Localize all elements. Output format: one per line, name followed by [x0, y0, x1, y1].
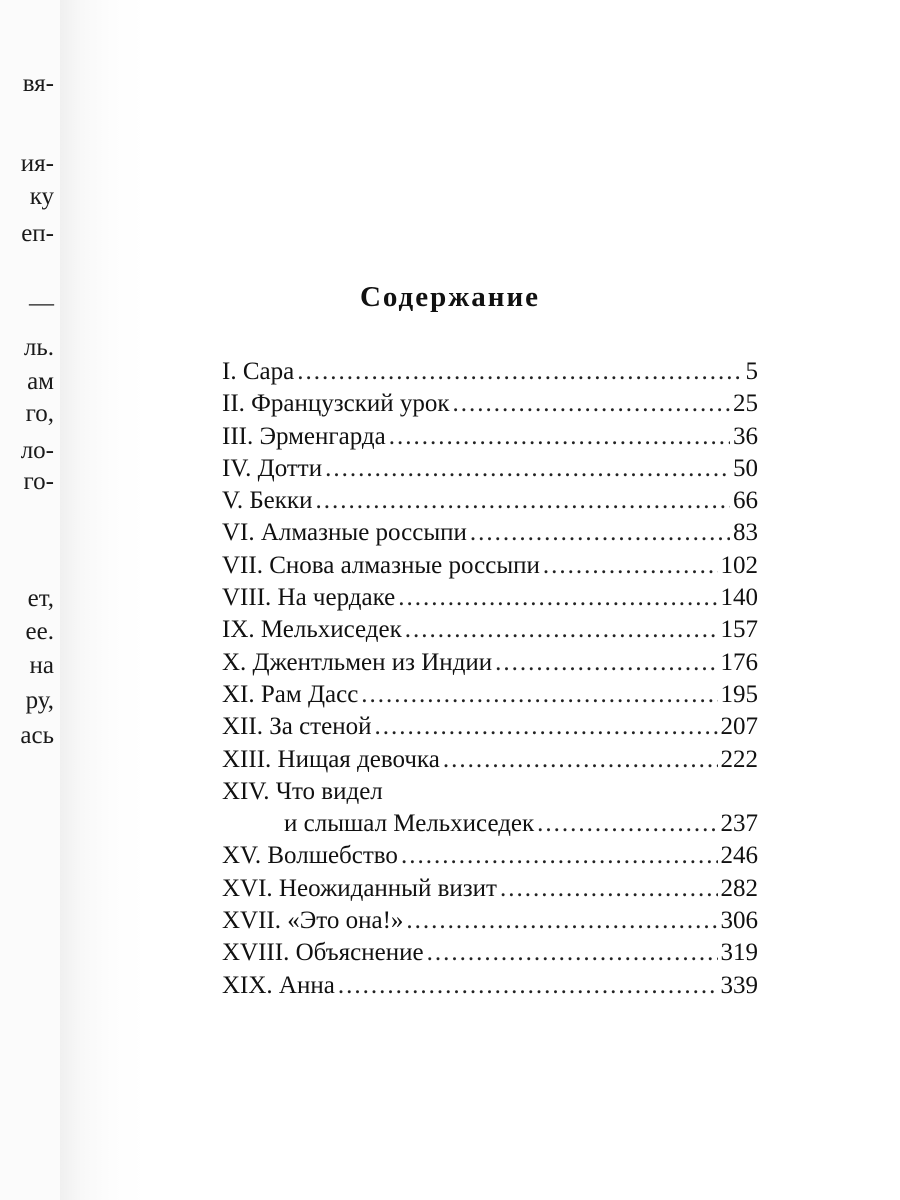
- toc-entry-title: IX. Мельхиседек: [222, 616, 402, 644]
- left-page-text-fragment: ам: [27, 368, 54, 395]
- toc-entry: [222, 550, 758, 582]
- toc-entry-page: 237: [720, 810, 758, 838]
- toc-leader-dots: [495, 647, 717, 679]
- toc-entry: [222, 614, 758, 646]
- toc-entry-title: V. Бекки: [222, 487, 313, 515]
- toc-entry: [222, 453, 758, 485]
- left-page-text-fragment: ль.: [23, 334, 54, 361]
- left-page-text-fragment: ет,: [27, 585, 54, 612]
- toc-entry-page: 102: [720, 551, 758, 579]
- toc-entry-title: XIX. Анна: [222, 971, 335, 999]
- toc-entry-title: XV. Волшебство: [222, 842, 398, 870]
- toc-entry: [222, 421, 758, 453]
- left-page-text-fragment: ку: [29, 183, 54, 210]
- toc-entry: [222, 647, 758, 679]
- toc-entry: [222, 873, 758, 905]
- toc-entry-page: 282: [720, 874, 758, 902]
- toc-entry: [222, 840, 758, 872]
- toc-entry-continuation: [222, 808, 758, 840]
- toc-entry: [222, 970, 758, 1002]
- toc-leader-dots: [389, 421, 730, 453]
- toc-heading: Содержание: [359, 281, 541, 313]
- toc-leader-dots: [405, 614, 718, 646]
- toc-leader-dots: [537, 808, 717, 840]
- toc-entry: [222, 905, 758, 937]
- toc-entry: [222, 485, 758, 517]
- toc-entry: [222, 744, 758, 776]
- left-page-text-fragment: вя-: [22, 70, 54, 97]
- toc-entry-page: 140: [720, 584, 758, 612]
- toc-entry-page: 319: [720, 939, 758, 967]
- right-page: [145, 0, 900, 1200]
- left-page-text-fragment: го,: [25, 400, 54, 427]
- toc-entry-title: VII. Снова алмазные россыпи: [222, 551, 540, 579]
- toc-entry-page: 66: [733, 487, 758, 515]
- toc-entry-page: 306: [720, 907, 758, 935]
- left-page-text-fragment: ру,: [25, 687, 54, 714]
- toc-leader-dots: [374, 711, 717, 743]
- toc-entry-title: X. Джентльмен из Индии: [222, 648, 493, 676]
- toc-entry-title-continuation: и слышал Мельхиседек: [284, 810, 535, 838]
- toc-entry: [222, 582, 758, 614]
- toc-leader-dots: [398, 582, 717, 614]
- toc-entry: [222, 776, 758, 808]
- toc-entry-page: 25: [733, 390, 758, 418]
- toc-leader-dots: [427, 937, 718, 969]
- toc-entry: [222, 937, 758, 969]
- toc-leader-dots: [453, 388, 730, 420]
- left-page-text-fragment: го-: [23, 468, 54, 495]
- toc-entry: [222, 711, 758, 743]
- toc-leader-dots: [338, 970, 718, 1002]
- toc-leader-dots: [470, 517, 730, 549]
- toc-entry-title: I. Сара: [222, 358, 295, 385]
- toc-leader-dots: [315, 485, 730, 517]
- toc-leader-dots: [500, 873, 718, 905]
- table-of-contents: [222, 356, 758, 1002]
- toc-entry-page: 5: [745, 358, 758, 385]
- toc-entry: [222, 356, 758, 388]
- left-page: [0, 0, 60, 1200]
- toc-leader-dots: [361, 679, 717, 711]
- toc-entry-page: 176: [720, 648, 758, 676]
- toc-entry-title: XIV. Что видел: [222, 777, 383, 805]
- toc-entry-title: XVIII. Объяснение: [222, 939, 424, 967]
- toc-entry-title: XI. Рам Дасс: [222, 680, 359, 708]
- toc-entry-page: 83: [733, 519, 758, 547]
- left-page-text-fragment: —: [29, 290, 54, 317]
- toc-entry: [222, 679, 758, 711]
- left-page-text-fragment: на: [29, 652, 54, 679]
- left-page-text-fragment: еп-: [21, 220, 54, 247]
- toc-leader-dots: [406, 905, 717, 937]
- toc-entry-page: 207: [720, 713, 758, 741]
- toc-entry-page: 195: [720, 680, 758, 708]
- toc-entry-title: IV. Дотти: [222, 454, 323, 482]
- toc-entry-title: III. Эрменгарда: [222, 422, 386, 450]
- toc-leader-dots: [325, 453, 730, 485]
- toc-leader-dots: [443, 744, 718, 776]
- toc-entry-title: XIII. Нищая девочка: [222, 745, 440, 773]
- toc-entry-title: XVI. Неожиданный визит: [222, 874, 497, 902]
- toc-entry-page: 50: [733, 454, 758, 482]
- left-page-text-fragment: ия-: [20, 150, 54, 177]
- toc-entry-page: 339: [720, 971, 758, 999]
- toc-entry-page: 157: [720, 616, 758, 644]
- toc-entry-title: VI. Алмазные россыпи: [222, 519, 467, 547]
- toc-entry: [222, 388, 758, 420]
- left-page-text-fragment: ась: [20, 722, 54, 749]
- toc-leader-dots: [297, 356, 742, 388]
- toc-entry-title: XVII. «Это она!»: [222, 907, 404, 935]
- toc-entry-page: 246: [720, 842, 758, 870]
- toc-entry-title: VIII. На чердаке: [222, 584, 396, 612]
- toc-entry: [222, 517, 758, 549]
- toc-leader-dots: [401, 840, 718, 872]
- left-page-text-fragment: ло-: [20, 437, 54, 464]
- toc-entry-title: II. Французский урок: [222, 390, 450, 418]
- toc-entry-page: 222: [720, 745, 758, 773]
- book-gutter: [60, 0, 145, 1200]
- toc-entry-title: XII. За стеной: [222, 713, 372, 741]
- toc-entry-page: 36: [733, 422, 758, 450]
- left-page-text-fragment: ее.: [25, 618, 54, 645]
- toc-leader-dots: [543, 550, 718, 582]
